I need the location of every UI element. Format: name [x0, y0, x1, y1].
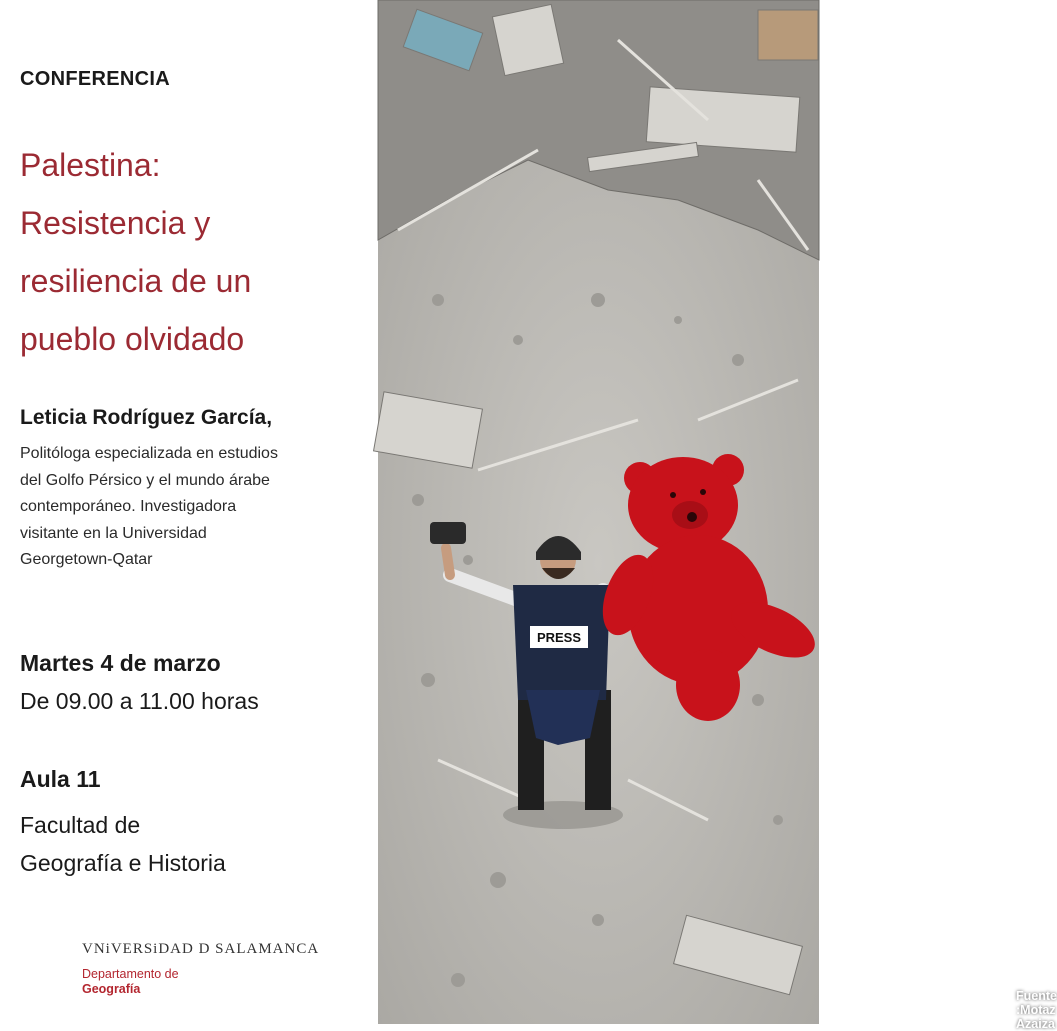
bio-line: contemporáneo. Investigadora	[20, 498, 237, 515]
title-line: resiliencia de un	[20, 263, 252, 299]
faculty-line: Geografía e Historia	[20, 850, 226, 876]
bio-line: visitante en la Universidad	[20, 524, 207, 542]
photo-illustration	[378, 0, 819, 1024]
department-name: Geografía	[82, 982, 141, 996]
text-panel	[0, 0, 378, 1024]
press-label: PRESS	[536, 630, 582, 645]
title-line: Resistencia y	[20, 205, 211, 241]
department-label: Departamento de	[82, 967, 179, 981]
faculty-line: Facultad de	[20, 812, 141, 838]
speaker-bio	[20, 441, 365, 574]
event-title	[20, 136, 370, 368]
university-logo: VNiVERSiDAD D SALAMANCA	[82, 941, 320, 957]
event-faculty	[20, 806, 360, 882]
title-line: pueblo olvidado	[20, 321, 245, 357]
event-time: De 09.00 a 11.00 horas	[20, 688, 259, 714]
rubble-photo	[378, 0, 1057, 1031]
event-type-label: CONFERENCIA	[20, 68, 170, 90]
bio-line: Georgetown-Qatar	[20, 551, 153, 568]
event-date: Martes 4 de marzo	[20, 650, 221, 676]
bio-line: Politóloga especializada en estudios	[20, 445, 278, 462]
event-room: Aula 11	[20, 766, 101, 792]
title-line: Palestina:	[20, 147, 161, 183]
photo-credit: Fuente :Motaz Azaiza	[1016, 989, 1057, 1031]
speaker-name: Leticia Rodríguez García,	[20, 406, 273, 429]
bio-line: del Golfo Pérsico y el mundo árabe	[20, 471, 270, 489]
